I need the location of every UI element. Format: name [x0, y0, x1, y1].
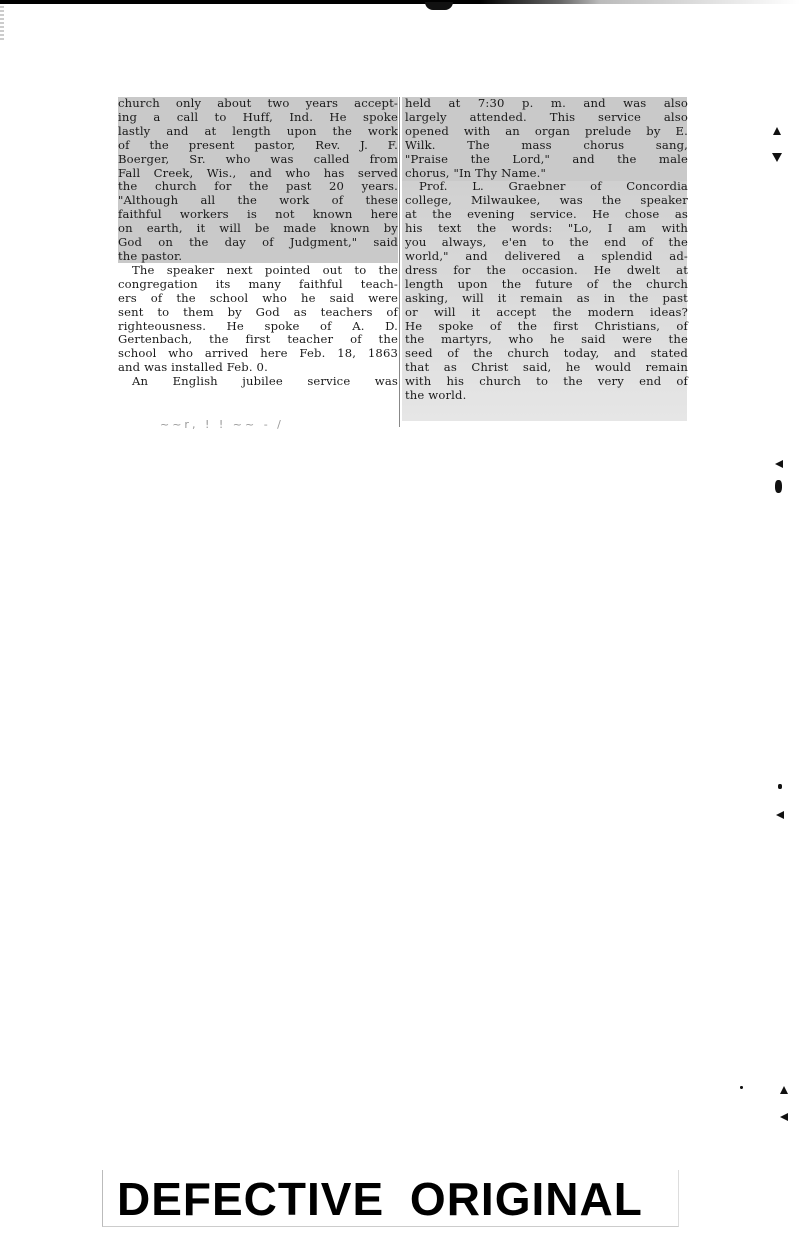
- margin-mark-icon: [772, 153, 782, 162]
- handwritten-scribble: ~~r, ! ! ~~ - /: [160, 418, 284, 431]
- text-line: the world.: [405, 388, 467, 403]
- text-line: you always, e'en to the end of the: [405, 235, 688, 250]
- text-line: at the evening service. He chose as: [405, 207, 688, 222]
- text-line: An English jubilee service was: [132, 374, 398, 389]
- text-line: lastly and at length upon the work: [118, 123, 398, 138]
- text-line: seed of the church today, and stated: [405, 346, 688, 361]
- margin-mark-icon: [780, 1086, 788, 1094]
- margin-mark-icon: [740, 1086, 743, 1089]
- text-line: of the present pastor, Rev. J. F.: [118, 137, 398, 152]
- text-line: church only about two years accept-: [118, 96, 398, 110]
- text-line: held at 7:30 p. m. and was also: [405, 96, 688, 110]
- text-line: college, Milwaukee, was the speaker: [405, 193, 688, 208]
- text-line: and was installed Feb. 0.: [118, 360, 268, 375]
- text-line: Wilk. The mass chorus sang,: [405, 137, 688, 152]
- text-line: asking, will it remain as in the past: [405, 290, 688, 305]
- text-line: length upon the future of the church: [405, 276, 688, 291]
- margin-mark-icon: [778, 784, 782, 789]
- text-line: school who arrived here Feb. 18, 1863: [118, 346, 398, 361]
- text-line: sent to them by God as teachers of: [118, 304, 398, 319]
- text-line: opened with an organ prelude by E.: [405, 123, 688, 138]
- text-line: "Although all the work of these: [118, 193, 398, 208]
- text-line: largely attended. This service also: [405, 109, 688, 124]
- text-line: the pastor.: [118, 248, 183, 263]
- text-line: the martyrs, who he said were the: [405, 332, 688, 347]
- text-line: chorus, "In Thy Name.": [405, 165, 546, 180]
- scan-top-edge: [0, 0, 800, 4]
- text-line: "Praise the Lord," and the male: [405, 151, 688, 166]
- scan-left-noise: [0, 6, 4, 40]
- margin-mark-icon: [776, 811, 784, 819]
- margin-mark-icon: [773, 127, 781, 135]
- text-line: The speaker next pointed out to the: [132, 262, 398, 277]
- scan-top-tab: [425, 2, 453, 10]
- right-column: [405, 97, 688, 403]
- text-line: the church for the past 20 years.: [118, 179, 398, 194]
- text-line: Boerger, Sr. who was called from: [118, 151, 398, 166]
- text-line: his text the words: "Lo, I am with: [405, 221, 688, 236]
- text-line: faithful workers is not known here: [118, 207, 398, 222]
- text-line: Gertenbach, the first teacher of the: [118, 332, 398, 347]
- text-line: God on the day of Judgment," said: [118, 235, 398, 250]
- text-line: on earth, it will be made known by: [118, 221, 398, 236]
- text-line: ing a call to Huff, Ind. He spoke: [118, 109, 398, 124]
- text-line: congregation its many faithful teach-: [118, 276, 398, 291]
- margin-mark-icon: [775, 460, 783, 468]
- text-line: that as Christ said, he would remain: [405, 360, 688, 375]
- margin-mark-icon: [780, 1113, 788, 1121]
- text-line: ers of the school who he said were: [118, 290, 398, 305]
- text-line: Prof. L. Graebner of Concordia: [419, 179, 688, 194]
- defective-original-stamp: [102, 1170, 679, 1227]
- margin-mark-icon: [775, 480, 782, 493]
- text-line: with his church to the very end of: [405, 374, 688, 389]
- stamp-text: DEFECTIVE ORIGINAL: [117, 1173, 643, 1225]
- text-line: righteousness. He spoke of A. D.: [118, 318, 398, 333]
- newspaper-clipping: [118, 97, 688, 427]
- text-line: Fall Creek, Wis., and who has served: [118, 165, 398, 180]
- text-line: world," and delivered a splendid ad-: [405, 248, 688, 263]
- left-column: [118, 97, 398, 389]
- text-line: dress for the occasion. He dwelt at: [405, 262, 688, 277]
- text-line: He spoke of the first Christians, of: [405, 318, 688, 333]
- text-line: or will it accept the modern ideas?: [405, 304, 688, 319]
